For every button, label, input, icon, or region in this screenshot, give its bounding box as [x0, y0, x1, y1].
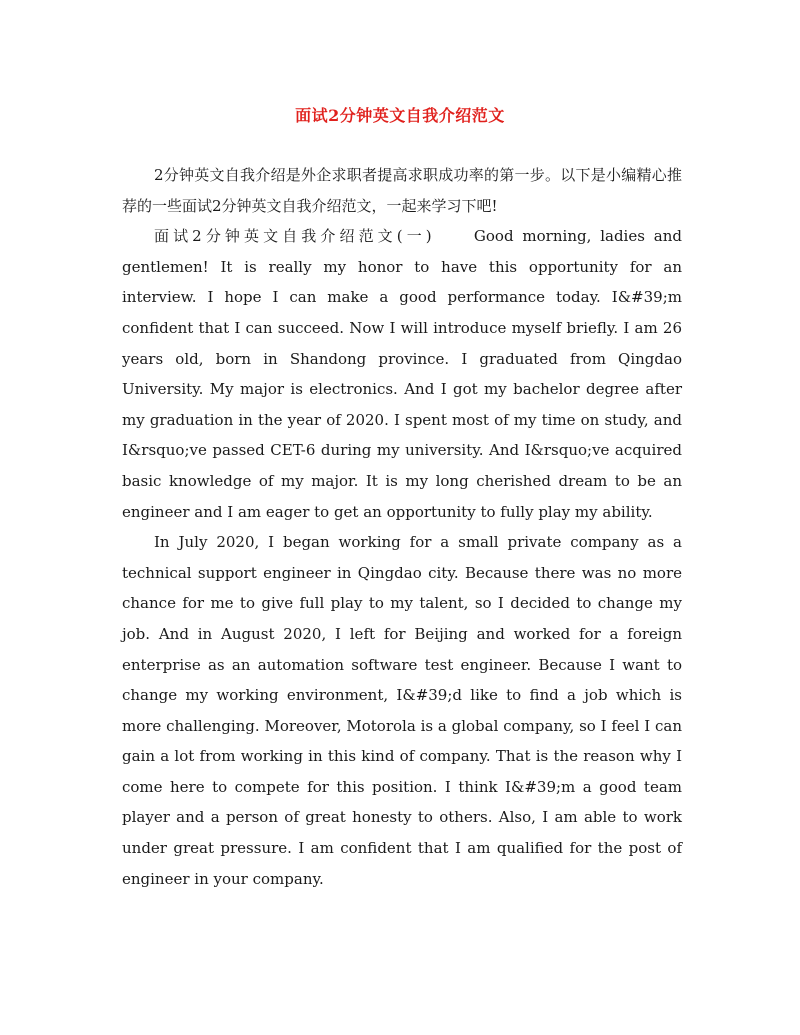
document-title: 面试2分钟英文自我介绍范文	[295, 106, 505, 125]
experience-paragraph: In July 2020, I began working for a small private company as a technical support engineer in Qingdao city. Because there was no more chance for me to give full play to my talent, so I decided to change my job. And in August 2020, I left for Beijing and worked for a foreign enterprise as an automation software test engineer. Because I want to change my working environment, I&#39;d like to find a job which is more challenging. Moreover, Motorola is a global company, so I feel I can gain a lot from working in this kind of company. That is the reason why I come here to compete for this position. I think I&#39;m a good team player and a person of great honesty to others. Also, I am able to work under great pressure. I am confident that I am qualified for the post of engineer in your company.	[122, 533, 682, 888]
document-body	[122, 160, 682, 894]
sample-one-paragraph: 面试2分钟英文自我介绍范文(一) Good morning, ladies and gentlemen! It is really my honor to have this opportunity for an interview. I hope I can make a good performance today. I&#39;m confident that I can succeed. Now I will introduce myself briefly. I am 26 years old, born in Shandong province. I graduated from Qingdao University. My major is electronics. And I got my bachelor degree after my graduation in the year of 2020. I spent most of my time on study, and I&rsquo;ve passed CET-6 during my university. And I&rsquo;ve acquired basic knowledge of my major. It is my long cherished dream to be an engineer and I am eager to get an opportunity to fully play my ability.	[122, 227, 682, 521]
intro-paragraph: 2分钟英文自我介绍是外企求职者提高求职成功率的第一步。以下是小编精心推荐的一些面试2分钟英文自我介绍范文，一起来学习下吧!	[122, 166, 682, 215]
